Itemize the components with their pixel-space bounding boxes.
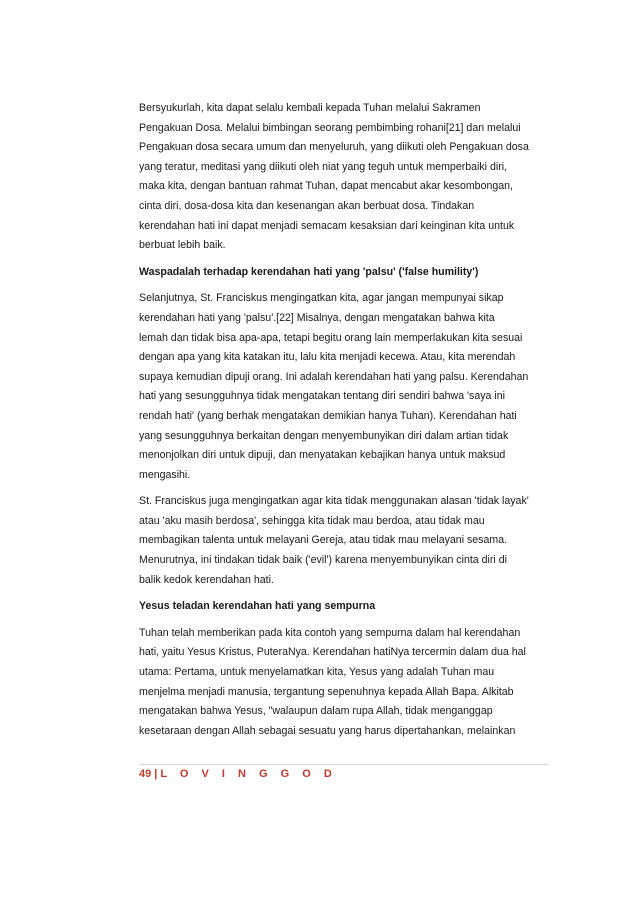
text-line: berbuat lebih baik. (139, 239, 226, 252)
text-line: hati, yaitu Yesus Kristus, PuteraNya. Kerendahan hatiNya tercermin dalam dua hal (139, 646, 526, 659)
text-line: utama: Pertama, untuk menyelamatkan kita, Yesus yang adalah Tuhan mau (139, 666, 495, 679)
text-line: mengatakan bahwa Yesus, "walaupun dalam rupa Allah, tidak menganggap (139, 705, 493, 718)
text-line: yang sesungguhnya berkaitan dengan menyembunyikan diri dalam artian tidak (139, 429, 509, 442)
text-line: Menurutnya, ini tindakan tidak baik ('evil') karena menyembunyikan cinta diri di (139, 554, 507, 567)
text-line: Bersyukurlah, kita dapat selalu kembali kepada Tuhan melalui Sakramen (139, 102, 481, 114)
page-body (139, 99, 551, 748)
text-line: Pengakuan dosa secara umum dan menyeluruh, yang diikuti oleh Pengakuan dosa (139, 141, 529, 154)
text-line: Waspadalah terhadap kerendahan hati yang 'palsu' ('false humility') (139, 265, 479, 278)
body-paragraph (139, 99, 551, 256)
text-line: maka kita, dengan bantuan rahmat Tuhan, dapat mencabut akar kesombongan, (139, 180, 513, 193)
footer-separator: | (154, 768, 158, 780)
body-paragraph (139, 624, 551, 742)
text-line: menjelma menjadi manusia, tergantung sepenuhnya kepada Allah Bapa. Alkitab (139, 685, 514, 698)
body-paragraph (139, 492, 551, 590)
text-line: lemah dan tidak bisa apa-apa, tetapi begitu orang lain memperlakukan kita sesuai (139, 331, 523, 344)
text-line: Yesus teladan kerendahan hati yang sempurna (139, 600, 376, 613)
page-number: 49 (139, 768, 152, 780)
page-footer (139, 764, 549, 780)
section-heading (139, 263, 551, 283)
text-line: mengasihi. (139, 468, 191, 481)
text-line: menonjolkan diri untuk dipuji, dan menyatakan kebajikan hanya untuk maksud (139, 449, 506, 462)
text-line: supaya kemudian dipuji orang. Ini adalah kerendahan hati yang palsu. Kerendahan (139, 370, 529, 383)
text-line: kerendahan hati yang 'palsu'.[22] Misalnya, dengan mengatakan bahwa kita (139, 311, 495, 324)
text-line: kerendahan hati ini dapat menjadi semacam kesaksian dari keinginan kita untuk (139, 219, 515, 232)
text-line: Tuhan telah memberikan pada kita contoh yang sempurna dalam hal kerendahan (139, 626, 521, 639)
text-line: St. Franciskus juga mengingatkan agar kita tidak menggunakan alasan 'tidak layak' (139, 495, 529, 508)
text-line: membagikan talenta untuk melayani Gereja, atau tidak mau melayani sesama. (139, 534, 508, 547)
text-line: yang teratur, meditasi yang diikuti oleh niat yang teguh untuk memperbaiki diri, (139, 160, 508, 173)
book-title: L O V I N G G O D (160, 768, 337, 780)
text-line: cinta diri, dosa-dosa kita dan kesenangan akan berbuat dosa. Tindakan (139, 199, 475, 212)
text-line: Selanjutnya, St. Franciskus mengingatkan kita, agar jangan mempunyai sikap (139, 292, 504, 305)
body-paragraph (139, 289, 551, 485)
text-line: dengan apa yang kita katakan itu, lalu kita menjadi kecewa. Atau, kita merendah (139, 351, 516, 364)
text-line: rendah hati' (yang berhak mengatakan demikian hanya Tuhan). Kerendahan hati (139, 409, 517, 422)
section-heading (139, 597, 551, 617)
text-line: Pengakuan Dosa. Melalui bimbingan seorang pembimbing rohani[21] dan melalui (139, 121, 521, 134)
text-line: hati yang sesungguhnya tidak mengatakan tentang diri sendiri bahwa 'saya ini (139, 390, 505, 403)
text-line: balik kedok kerendahan hati. (139, 573, 274, 586)
text-line: atau 'aku masih berdosa', sehingga kita tidak mau berdoa, atau tidak mau (139, 514, 485, 527)
text-line: kesetaraan dengan Allah sebagai sesuatu yang harus dipertahankan, melainkan (139, 724, 516, 737)
